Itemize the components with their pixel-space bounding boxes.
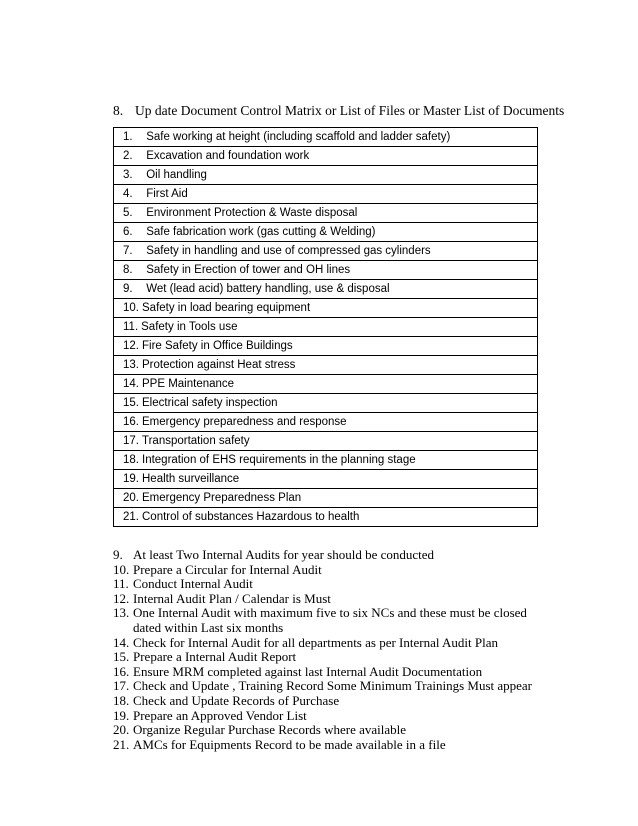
row-number: 9. — [123, 283, 133, 295]
list-item-number: 13. — [113, 605, 130, 621]
table-row — [114, 261, 538, 280]
row-number: 2. — [123, 150, 133, 162]
table-cell — [114, 470, 538, 489]
list-item — [113, 548, 553, 563]
table-cell — [114, 375, 538, 394]
list-item-number: 10. — [113, 561, 130, 577]
row-text: Wet (lead acid) battery handling, use & disposal — [146, 283, 390, 295]
table-cell — [114, 128, 538, 147]
table-cell — [114, 489, 538, 508]
table-cell — [114, 242, 538, 261]
table-row — [114, 508, 538, 527]
table-cell — [114, 432, 538, 451]
row-text: Environment Protection & Waste disposal — [146, 207, 358, 219]
table-cell — [114, 299, 538, 318]
table-cell — [114, 261, 538, 280]
list-item-text: Check and Update Records of Purchase — [133, 692, 340, 708]
row-text: Safety in load bearing equipment — [142, 302, 311, 314]
row-number: 3. — [123, 169, 133, 181]
table-row — [114, 375, 538, 394]
list-item-number: 16. — [113, 663, 130, 679]
list-item-text: Prepare a Internal Audit Report — [133, 649, 297, 665]
row-text: PPE Maintenance — [142, 378, 235, 390]
table-row — [114, 394, 538, 413]
list-item-text: At least Two Internal Audits for year should be conducted — [133, 547, 435, 562]
list-item-text: Ensure MRM completed against last Internal Audit Documentation — [133, 663, 483, 679]
table-row — [114, 204, 538, 223]
row-text: Safe working at height (including scaffold and ladder safety) — [146, 131, 451, 143]
row-number: 8. — [123, 264, 133, 276]
list-item — [113, 636, 553, 651]
row-number: 17. — [123, 435, 139, 447]
table-cell — [114, 166, 538, 185]
table-row — [114, 299, 538, 318]
row-number: 14. — [123, 378, 139, 390]
section-heading-number: 8. — [113, 103, 124, 118]
table-cell — [114, 318, 538, 337]
table-cell — [114, 185, 538, 204]
table-row — [114, 242, 538, 261]
documents-table — [113, 127, 538, 527]
table-row — [114, 318, 538, 337]
list-item — [113, 679, 553, 694]
row-text: Safe fabrication work (gas cutting & Welding) — [146, 226, 376, 238]
row-text: Excavation and foundation work — [146, 150, 310, 162]
table-cell — [114, 337, 538, 356]
row-text: First Aid — [146, 188, 188, 200]
row-number: 16. — [123, 416, 139, 428]
table-row — [114, 413, 538, 432]
list-item — [113, 577, 553, 592]
list-item-text: Prepare an Approved Vendor List — [133, 707, 307, 723]
row-number: 1. — [123, 131, 133, 143]
table-row — [114, 128, 538, 147]
list-item-number: 20. — [113, 722, 130, 738]
row-number: 12. — [123, 340, 139, 352]
list-item — [113, 694, 553, 709]
row-number: 19. — [123, 473, 139, 485]
list-item — [113, 650, 553, 665]
list-item-text: Check and Update , Training Record Some Minimum Trainings Must appear — [133, 678, 533, 694]
list-item-number: 15. — [113, 649, 130, 665]
table-row — [114, 280, 538, 299]
table-row — [114, 432, 538, 451]
table-row — [114, 147, 538, 166]
row-text: Control of substances Hazardous to health — [142, 511, 360, 523]
table-row — [114, 166, 538, 185]
table-cell — [114, 280, 538, 299]
row-text: Safety in Tools use — [141, 321, 238, 333]
list-item-number: 14. — [113, 634, 130, 650]
row-number: 20. — [123, 492, 139, 504]
list-item — [113, 723, 553, 738]
row-text: Integration of EHS requirements in the planning stage — [142, 454, 416, 466]
list-item-number: 18. — [113, 692, 130, 708]
row-text: Fire Safety in Office Buildings — [142, 340, 293, 352]
list-item-text: Check for Internal Audit for all departments as per Internal Audit Plan — [133, 634, 498, 650]
row-text: Electrical safety inspection — [142, 397, 278, 409]
list-item-text: One Internal Audit with maximum five to six NCs and these must be closed dated within Last six months — [133, 605, 527, 635]
row-number: 15. — [123, 397, 139, 409]
table-row — [114, 451, 538, 470]
table-cell — [114, 451, 538, 470]
row-text: Protection against Heat stress — [142, 359, 296, 371]
section-heading-text: Up date Document Control Matrix or List of Files or Master List of Documents — [135, 103, 565, 118]
steps-list — [113, 548, 553, 752]
row-text: Emergency Preparedness Plan — [142, 492, 302, 504]
row-number: 10. — [123, 302, 139, 314]
list-item-text: Prepare a Circular for Internal Audit — [133, 561, 322, 577]
table-row — [114, 356, 538, 375]
row-text: Safety in handling and use of compressed gas cylinders — [146, 245, 431, 257]
section-heading — [113, 103, 564, 119]
row-text: Safety in Erection of tower and OH lines — [146, 264, 351, 276]
row-number: 21. — [123, 511, 139, 523]
table-cell — [114, 394, 538, 413]
list-item — [113, 592, 553, 607]
table-cell — [114, 356, 538, 375]
list-item-number: 12. — [113, 590, 130, 606]
row-number: 11. — [123, 321, 139, 333]
list-item — [113, 563, 553, 578]
row-number: 7. — [123, 245, 133, 257]
table-row — [114, 223, 538, 242]
list-item — [113, 709, 553, 724]
list-item-number: 19. — [113, 707, 130, 723]
table-cell — [114, 147, 538, 166]
row-number: 13. — [123, 359, 139, 371]
table-row — [114, 470, 538, 489]
list-item-number: 17. — [113, 678, 130, 694]
table-cell — [114, 223, 538, 242]
row-number: 6. — [123, 226, 133, 238]
table-row — [114, 489, 538, 508]
list-item-text: Conduct Internal Audit — [133, 576, 253, 592]
row-number: 4. — [123, 188, 133, 200]
list-item — [113, 665, 553, 680]
row-text: Transportation safety — [142, 435, 250, 447]
table-cell — [114, 413, 538, 432]
row-number: 18. — [123, 454, 139, 466]
list-item-text: Internal Audit Plan / Calendar is Must — [133, 590, 331, 606]
row-text: Emergency preparedness and response — [142, 416, 347, 428]
list-item-number: 11. — [113, 576, 129, 592]
list-item-number: 21. — [113, 736, 130, 752]
table-cell — [114, 508, 538, 527]
list-item-text: AMCs for Equipments Record to be made available in a file — [133, 736, 446, 752]
list-item-number: 9. — [113, 547, 123, 562]
list-item — [113, 738, 553, 753]
row-text: Oil handling — [146, 169, 207, 181]
table-row — [114, 337, 538, 356]
list-item — [113, 606, 553, 635]
row-text: Health surveillance — [142, 473, 240, 485]
list-item-text: Organize Regular Purchase Records where available — [133, 722, 407, 738]
table-row — [114, 185, 538, 204]
row-number: 5. — [123, 207, 133, 219]
table-cell — [114, 204, 538, 223]
